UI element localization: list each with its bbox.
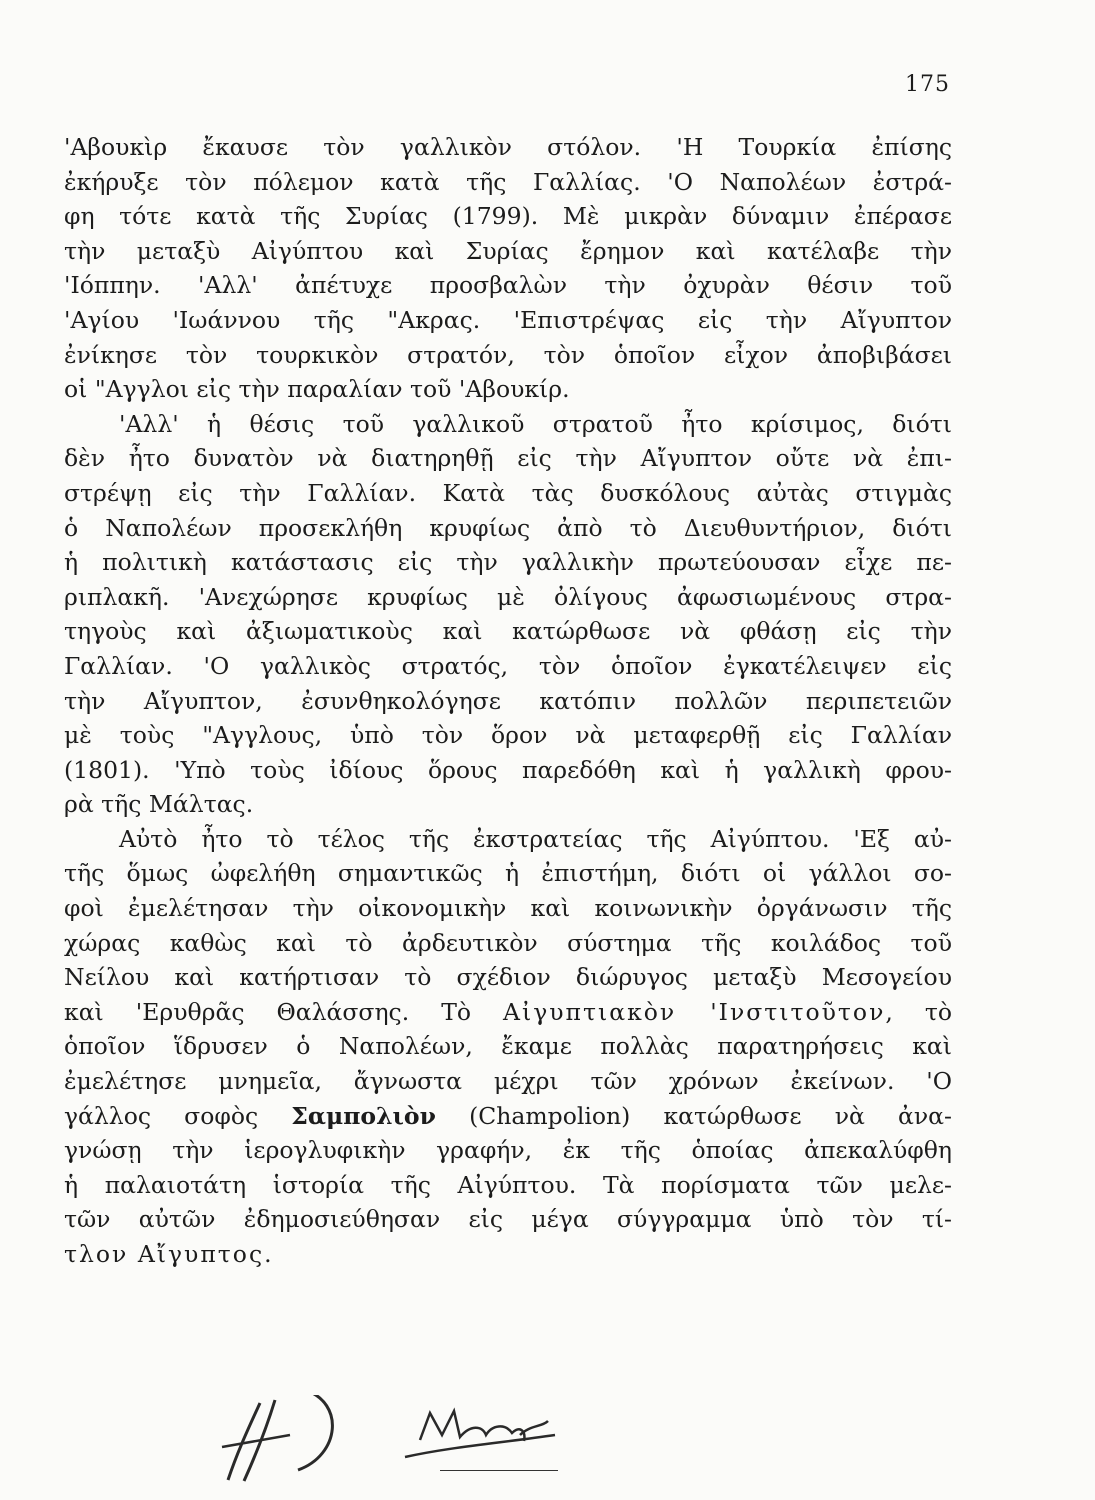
closing-rule [440,1470,558,1471]
text-line: τὴν Αἴγυπτον, ἐσυνθηκολόγησε κατόπιν πολλῶν περιπετειῶν [64,686,952,715]
text-line [64,1099,952,1134]
text-line [64,995,952,1030]
text-line: χώρας καθὼς καὶ τὸ ἀρδευτικὸν σύστημα τῆς κοιλάδος τοῦ [64,928,952,957]
text-line: τὴν μεταξὺ Αἰγύπτου καὶ Συρίας ἔρημον καὶ κατέλαβε τὴν [64,236,952,265]
handwritten-scribble [420,1411,548,1441]
handwritten-underline [405,1435,555,1457]
text-line: οἱ "Αγγλοι εἰς τὴν παραλίαν τοῦ 'Αβουκίρ. [64,375,570,404]
text-line: τῆς ὅμως ὠφελήθη σημαντικῶς ἡ ἐπιστήμη, διότι οἱ γάλλοι σο- [64,859,952,888]
text-line: δὲν ἦτο δυνατὸν νὰ διατηρηθῇ εἰς τὴν Αἴγυπτον οὔτε νὰ ἐπι- [64,444,952,473]
text-line: στρέψῃ εἰς τὴν Γαλλίαν. Κατὰ τὰς δυσκόλους αὐτὰς στιγμὰς [64,478,952,507]
title-word: Αἴγυπτος. [137,1240,274,1268]
text-line: ἡ πολιτικὴ κατάστασις εἰς τὴν γαλλικὴν πρωτεύουσαν εἶχε πε- [64,548,952,577]
text-line: φοὶ ἐμελέτησαν τὴν οἰκονομικὴν καὶ κοινωνικὴν ὀργάνωσιν τῆς [64,894,952,923]
champollion-name: Σαμπολιὸν [291,1101,436,1130]
text-line: Αὐτὸ ἦτο τὸ τέλος τῆς ἐκστρατείας τῆς Αἰγύπτου. 'Εξ αὐ- [119,824,952,853]
institute-name: Αἰγυπτιακὸν 'Ινστιτοῦτον [503,997,886,1026]
handwritten-bracket [298,1395,332,1470]
text-line: ρὰ τῆς Μάλτας. [64,790,254,819]
text-line: ριπλακῆ. 'Ανεχώρησε κρυφίως μὲ ὀλίγους ἀφωσιωμένους στρα- [64,582,952,611]
text-line: Νείλου καὶ κατήρτισαν τὸ σχέδιον διώρυγος μεταξὺ Μεσογείου [64,963,952,992]
text-line: ἐκήρυξε τὸν πόλεμον κατὰ τῆς Γαλλίας. 'Ο Ναπολέων ἐστρά- [64,167,952,196]
text-line: ἐμελέτησε μνημεῖα, ἄγνωστα μέχρι τῶν χρόνων ἐκείνων. 'Ο [64,1067,952,1096]
text-line: φη τότε κατὰ τῆς Συρίας (1799). Μὲ μικρὰν δύναμιν ἐπέρασε [64,202,952,231]
text-line: τῶν αὐτῶν ἐδημοσιεύθησαν εἰς μέγα σύγγραμμα ὑπὸ τὸν τί- [64,1205,952,1234]
text-line: 'Αλλ' ἡ θέσις τοῦ γαλλικοῦ στρατοῦ ἦτο κρίσιμος, διότι [119,409,952,438]
text-line: ὁ Ναπολέων προσεκλήθη κρυφίως ἀπὸ τὸ Διευθυντήριον, διότι [64,513,952,542]
text-segment: (Champolion) κατώρθωσε νὰ ἀνα- [469,1101,952,1130]
text-line: μὲ τοὺς "Αγγλους, ὑπὸ τὸν ὅρον νὰ μεταφερθῇ εἰς Γαλλίαν [64,721,952,750]
text-segment: , τὸ [885,997,952,1026]
text-segment: καὶ 'Ερυθρᾶς Θαλάσσης. Τὸ [64,997,472,1026]
body-text [64,130,952,1272]
text-line: 'Αβουκὶρ ἔκαυσε τὸν γαλλικὸν στόλον. 'Η Τουρκία ἐπίσης [64,133,952,161]
text-line: Γαλλίαν. 'Ο γαλλικὸς στρατός, τὸν ὁποῖον ἐγκατέλειψεν εἰς [64,651,952,680]
text-segment: τλον [64,1240,129,1268]
text-line: 'Αγίου 'Ιωάννου τῆς "Ακρας. 'Επιστρέψας εἰς τὴν Αἴγυπτον [64,305,952,334]
handwritten-annotation [220,1395,640,1485]
page-number: 175 [905,72,950,97]
text-line: τηγοὺς καὶ ἀξιωματικοὺς καὶ κατώρθωσε νὰ φθάσῃ εἰς τὴν [64,617,952,646]
text-segment: γάλλος σοφὸς [64,1101,259,1130]
text-line: (1801). 'Υπὸ τοὺς ἰδίους ὅρους παρεδόθη καὶ ἡ γαλλικὴ φρου- [64,755,952,784]
text-line: ἡ παλαιοτάτη ἱστορία τῆς Αἰγύπτου. Τὰ πορίσματα τῶν μελε- [64,1170,952,1199]
text-line: ὁποῖον ἵδρυσεν ὁ Ναπολέων, ἔκαμε πολλὰς παρατηρήσεις καὶ [64,1032,952,1061]
text-line: 'Ιόππην. 'Αλλ' ἀπέτυχε προσβαλὼν τὴν ὀχυρὰν θέσιν τοῦ [64,271,952,300]
text-line: γνώσῃ τὴν ἱερογλυφικὴν γραφήν, ἐκ τῆς ὁποίας ἀπεκαλύφθη [64,1136,952,1165]
handwritten-cross-stroke [222,1435,290,1447]
text-line [64,1237,952,1272]
text-line: ἐνίκησε τὸν τουρκικὸν στρατόν, τὸν ὁποῖον εἶχον ἀποβιβάσει [64,340,952,369]
